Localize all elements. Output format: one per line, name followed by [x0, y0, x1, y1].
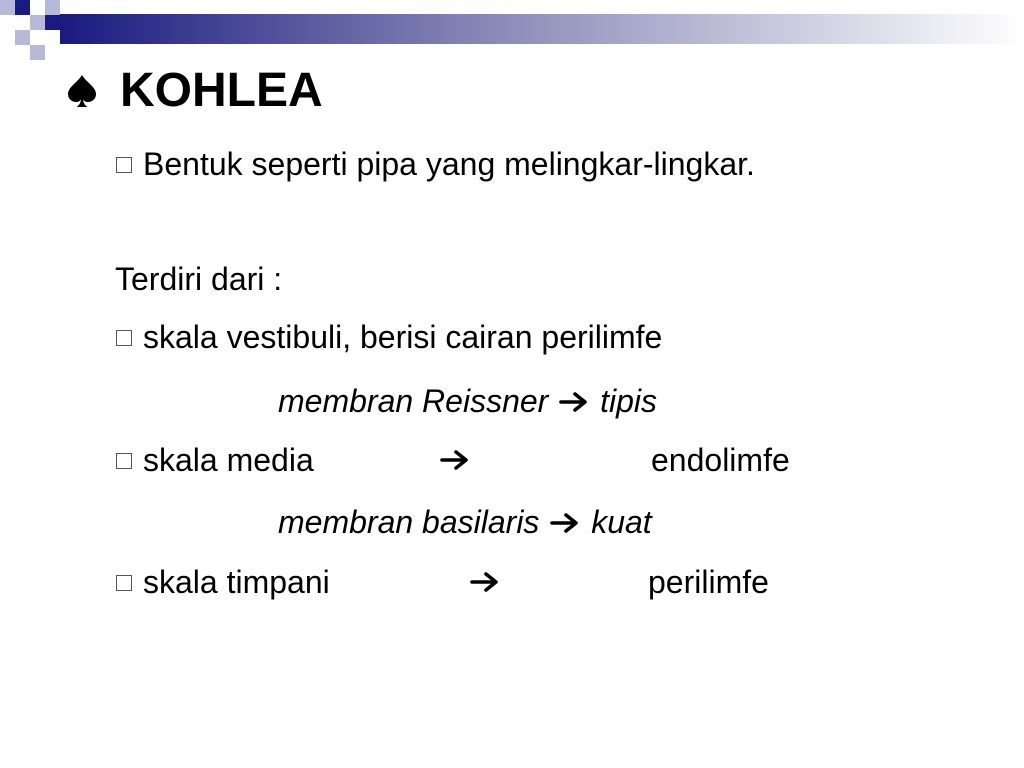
- timpani-value: perilimfe: [648, 564, 769, 600]
- list-item: [116, 560, 856, 604]
- bullet-square-icon: [116, 157, 132, 173]
- bullet-square-icon: [116, 575, 132, 591]
- basilaris-label: membran basilaris: [278, 504, 540, 540]
- intro-text: Bentuk seperti pipa yang melingkar-lingkar.: [143, 146, 755, 182]
- reissner-value: tipis: [600, 383, 657, 419]
- right-arrow-icon: [468, 570, 502, 594]
- slide-title: KOHLEA: [120, 64, 323, 117]
- reissner-label: membran Reissner: [278, 383, 549, 419]
- timpani-label: skala timpani: [143, 564, 330, 600]
- basilaris-value: kuat: [591, 504, 652, 540]
- list-item: [116, 315, 662, 359]
- header-decoration: [0, 0, 1024, 60]
- vestibuli-text: skala vestibuli, berisi cairan perilimfe: [143, 319, 663, 355]
- components-heading-text: Terdiri dari :: [115, 261, 283, 297]
- sub-line-basilaris: [278, 500, 652, 544]
- media-label: skala media: [143, 442, 314, 478]
- spade-icon: [64, 73, 100, 109]
- right-arrow-icon: [557, 390, 591, 414]
- right-arrow-icon: [548, 511, 582, 535]
- slide-heading: [64, 58, 323, 124]
- bullet-square-icon: [116, 453, 132, 469]
- bullet-square-icon: [116, 330, 132, 346]
- sub-line-reissner: [278, 379, 657, 423]
- components-heading: [115, 257, 282, 301]
- right-arrow-icon: [438, 448, 472, 472]
- list-item: [116, 142, 755, 186]
- media-value: endolimfe: [651, 442, 790, 478]
- list-item: [116, 438, 856, 482]
